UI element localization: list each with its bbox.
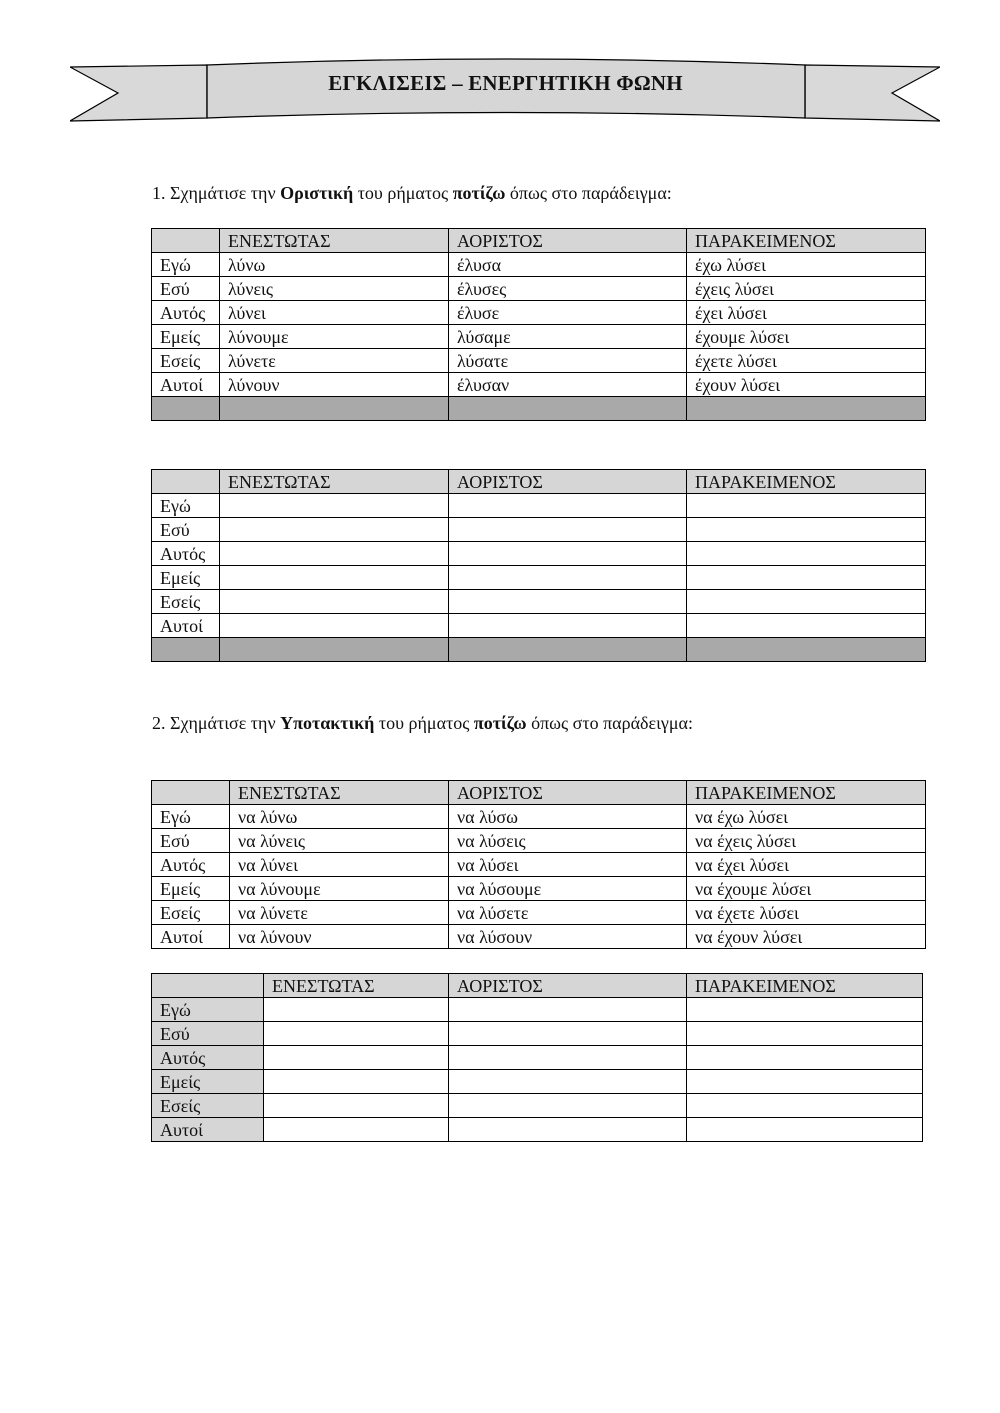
instruction-verb: ποτίζω [473,713,527,733]
pronoun-cell: Εγώ [152,494,220,518]
conjugation-cell: να λύνουμε [230,877,449,901]
table-row [152,349,926,373]
footer-cell [152,638,220,662]
answer-cell[interactable] [220,518,449,542]
answer-cell[interactable] [264,998,449,1022]
answer-cell[interactable] [687,566,926,590]
footer-cell [220,638,449,662]
answer-cell[interactable] [449,1022,687,1046]
pronoun-cell: Εγώ [152,998,264,1022]
pronoun-cell: Αυτός [152,301,220,325]
answer-cell[interactable] [264,1070,449,1094]
conjugation-cell: λύνεις [220,277,449,301]
pronoun-cell: Αυτοί [152,925,230,949]
instruction-text: του ρήματος [378,713,470,733]
answer-cell[interactable] [264,1022,449,1046]
answer-cell[interactable] [449,1070,687,1094]
tense-header: ΑΟΡΙΣΤΟΣ [449,781,687,805]
conjugation-cell: να λύσεις [449,829,687,853]
conjugation-cell: λύνετε [220,349,449,373]
instruction-text: όπως στο παράδειγμα: [531,713,693,733]
conjugation-cell: να έχουν λύσει [687,925,926,949]
conjugation-cell: έλυσα [449,253,687,277]
conjugation-cell: λύνουμε [220,325,449,349]
footer-cell [687,397,926,421]
conjugation-cell: λύνει [220,301,449,325]
table-row [152,301,926,325]
footer-cell [449,397,687,421]
pronoun-cell: Εμείς [152,566,220,590]
table-row [152,1094,923,1118]
indicative-example-table [151,228,926,421]
conjugation-cell: να έχω λύσει [687,805,926,829]
table-row [152,998,923,1022]
indicative-exercise-table [151,469,926,662]
pronoun-cell: Εσείς [152,349,220,373]
footer-cell [687,638,926,662]
table-header-row [152,470,926,494]
answer-cell[interactable] [449,494,687,518]
answer-cell[interactable] [687,1022,923,1046]
table-header-row [152,974,923,998]
pronoun-cell: Αυτοί [152,614,220,638]
pronoun-cell: Εσύ [152,277,220,301]
answer-cell[interactable] [264,1094,449,1118]
instruction-number: 2. [152,713,166,733]
conjugation-cell: να λύνουν [230,925,449,949]
answer-cell[interactable] [687,1118,923,1142]
answer-cell[interactable] [449,998,687,1022]
answer-cell[interactable] [449,518,687,542]
conjugation-cell: λύνω [220,253,449,277]
footer-cell [449,638,687,662]
table-row [152,925,926,949]
pronoun-cell: Εμείς [152,1070,264,1094]
table-row [152,805,926,829]
conjugation-cell: να λύνεις [230,829,449,853]
header-corner-cell [152,781,230,805]
conjugation-cell: να λύσουν [449,925,687,949]
conjugation-cell: να λύνω [230,805,449,829]
header-corner-cell [152,229,220,253]
answer-cell[interactable] [687,998,923,1022]
answer-cell[interactable] [687,1070,923,1094]
table-header-row [152,781,926,805]
pronoun-cell: Εγώ [152,253,220,277]
table-row [152,614,926,638]
answer-cell[interactable] [220,590,449,614]
subjunctive-example-table [151,780,926,949]
answer-cell[interactable] [687,590,926,614]
answer-cell[interactable] [220,566,449,590]
answer-cell[interactable] [449,1046,687,1070]
conjugation-cell: έλυσαν [449,373,687,397]
conjugation-cell: έχουν λύσει [687,373,926,397]
answer-cell[interactable] [687,614,926,638]
table-row [152,853,926,877]
pronoun-cell: Εγώ [152,805,230,829]
conjugation-cell: έλυσε [449,301,687,325]
answer-cell[interactable] [449,590,687,614]
answer-cell[interactable] [687,1094,923,1118]
header-corner-cell [152,974,264,998]
instruction-text: Σχημάτισε την [170,713,276,733]
pronoun-cell: Εσείς [152,590,220,614]
pronoun-cell: Εμείς [152,325,220,349]
conjugation-cell: να έχει λύσει [687,853,926,877]
instruction-number: 1. [152,183,166,203]
answer-cell[interactable] [449,614,687,638]
tense-header: ΕΝΕΣΤΩΤΑΣ [220,229,449,253]
pronoun-cell: Εσύ [152,829,230,853]
tense-header: ΕΝΕΣΤΩΤΑΣ [230,781,449,805]
instruction-mood: Οριστική [280,183,354,203]
answer-cell[interactable] [449,1118,687,1142]
table-header-row [152,229,926,253]
instruction-text: του ρήματος [357,183,449,203]
pronoun-cell: Εσύ [152,1022,264,1046]
instruction-verb: ποτίζω [452,183,506,203]
conjugation-cell: λύσαμε [449,325,687,349]
tense-header: ΑΟΡΙΣΤΟΣ [449,229,687,253]
table-footer-row [152,397,926,421]
answer-cell[interactable] [449,566,687,590]
pronoun-cell: Εμείς [152,877,230,901]
answer-cell[interactable] [687,542,926,566]
tense-header: ΑΟΡΙΣΤΟΣ [449,470,687,494]
answer-cell[interactable] [449,542,687,566]
pronoun-cell: Εσείς [152,1094,264,1118]
table-row [152,1022,923,1046]
conjugation-cell: να έχετε λύσει [687,901,926,925]
conjugation-cell: έχει λύσει [687,301,926,325]
table-row [152,1118,923,1142]
table-row [152,253,926,277]
tense-header: ΠΑΡΑΚΕΙΜΕΝΟΣ [687,470,926,494]
tense-header: ΑΟΡΙΣΤΟΣ [449,974,687,998]
conjugation-cell: λύσατε [449,349,687,373]
footer-cell [220,397,449,421]
table-row [152,566,926,590]
conjugation-cell: να λύσετε [449,901,687,925]
subjunctive-exercise-table [151,973,923,1142]
instruction-1 [152,181,672,205]
conjugation-cell: έχουμε λύσει [687,325,926,349]
table-row [152,542,926,566]
page-title: ΕΓΚΛΙΣΕΙΣ – ΕΝΕΡΓΗΤΙΚΗ ΦΩΝΗ [328,71,683,95]
pronoun-cell: Εσείς [152,901,230,925]
tense-header: ΠΑΡΑΚΕΙΜΕΝΟΣ [687,781,926,805]
tense-header: ΕΝΕΣΤΩΤΑΣ [264,974,449,998]
conjugation-cell: έλυσες [449,277,687,301]
conjugation-cell: να έχεις λύσει [687,829,926,853]
footer-cell [152,397,220,421]
answer-cell[interactable] [449,1094,687,1118]
pronoun-cell: Αυτός [152,853,230,877]
instruction-2 [152,711,693,735]
conjugation-cell: να λύνετε [230,901,449,925]
conjugation-cell: να λύσουμε [449,877,687,901]
table-row [152,494,926,518]
table-row [152,590,926,614]
table-row [152,829,926,853]
pronoun-cell: Εσύ [152,518,220,542]
tense-header: ΕΝΕΣΤΩΤΑΣ [220,470,449,494]
conjugation-cell: έχω λύσει [687,253,926,277]
conjugation-cell: να έχουμε λύσει [687,877,926,901]
conjugation-cell: έχετε λύσει [687,349,926,373]
answer-cell[interactable] [220,614,449,638]
pronoun-cell: Αυτοί [152,373,220,397]
answer-cell[interactable] [264,1046,449,1070]
table-row [152,1046,923,1070]
tense-header: ΠΑΡΑΚΕΙΜΕΝΟΣ [687,229,926,253]
pronoun-cell: Αυτός [152,542,220,566]
conjugation-cell: να λύσει [449,853,687,877]
table-footer-row [152,638,926,662]
conjugation-cell: να λύσω [449,805,687,829]
table-row [152,1070,923,1094]
instruction-text: όπως στο παράδειγμα: [509,183,672,203]
instruction-text: Σχημάτισε την [170,183,276,203]
table-row [152,877,926,901]
header-corner-cell [152,470,220,494]
pronoun-cell: Αυτοί [152,1118,264,1142]
table-row [152,373,926,397]
answer-cell[interactable] [687,494,926,518]
table-row [152,901,926,925]
tense-header: ΠΑΡΑΚΕΙΜΕΝΟΣ [687,974,923,998]
table-row [152,325,926,349]
table-row [152,277,926,301]
pronoun-cell: Αυτός [152,1046,264,1070]
answer-cell[interactable] [264,1118,449,1142]
answer-cell[interactable] [220,542,449,566]
answer-cell[interactable] [687,1046,923,1070]
conjugation-cell: έχεις λύσει [687,277,926,301]
answer-cell[interactable] [687,518,926,542]
conjugation-cell: να λύνει [230,853,449,877]
conjugation-cell: λύνουν [220,373,449,397]
instruction-mood: Υποτακτική [280,713,375,733]
answer-cell[interactable] [220,494,449,518]
table-row [152,518,926,542]
